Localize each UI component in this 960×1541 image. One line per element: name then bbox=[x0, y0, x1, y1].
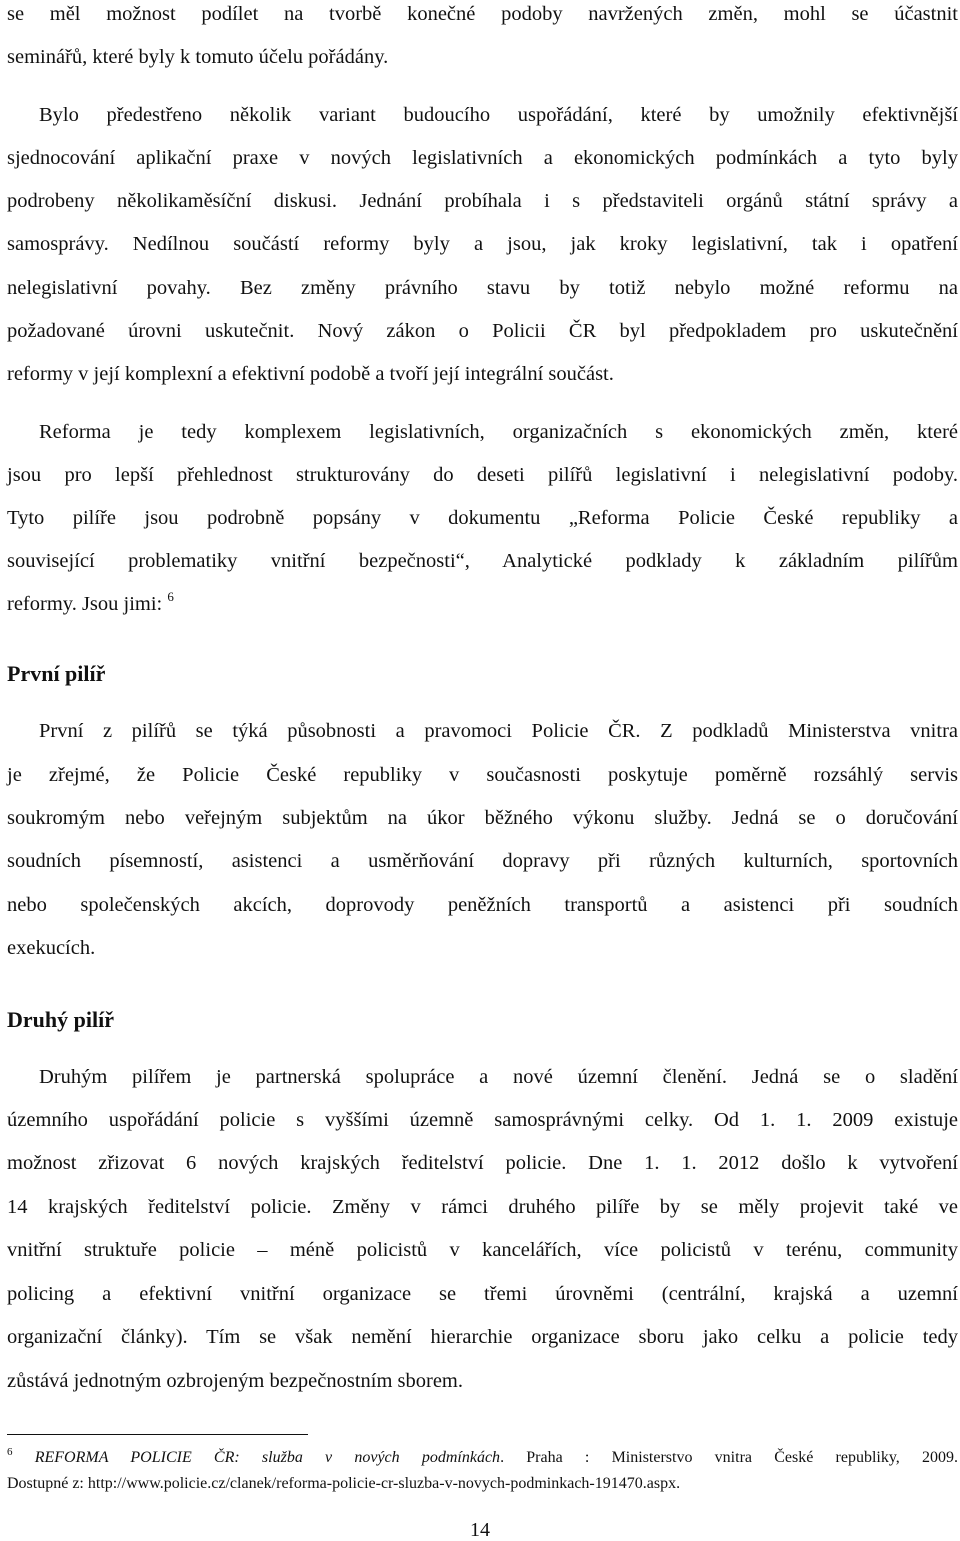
paragraph-line: soukromým nebo veřejným subjektům na úkor běžného výkonu služby. Jedná se o doručování bbox=[7, 807, 958, 829]
paragraph-line: sjednocování aplikační praxe v nových legislativních a ekonomických podmínkách a tyto byly bbox=[7, 147, 958, 169]
paragraph-line: soudních písemností, asistenci a usměrňování dopravy při různých kulturních, sportovních bbox=[7, 850, 958, 872]
paragraph-line: zůstává jednotným ozbrojeným bezpečnostním sborem. bbox=[7, 1370, 464, 1392]
paragraph-line: exekucích. bbox=[7, 937, 96, 959]
paragraph-line: Tyto pilíře jsou podrobně popsány v dokumentu „Reforma Policie České republiky a bbox=[7, 507, 958, 529]
paragraph-line: Bylo předestřeno několik variant budoucího uspořádání, které by umožnily efektivnější bbox=[39, 104, 958, 126]
paragraph-line: nelegislativní povahy. Bez změny právního stavu by totiž nebylo možné reformu na bbox=[7, 277, 958, 299]
footnote-title: REFORMA POLICIE ČR: služba v nových podmínkách bbox=[34, 1449, 501, 1466]
paragraph-line: organizační články). Tím se však nemění hierarchie organizace sboru jako celku a policie tedy bbox=[7, 1326, 958, 1348]
footnote-link-line[interactable]: Dostupné z: http://www.policie.cz/clanek/reforma-policie-cr-sluzba-v-novych-podminkach-191470.aspx. bbox=[7, 1475, 681, 1492]
footnote-reference[interactable]: 6 bbox=[167, 589, 174, 604]
paragraph-line: možnost zřizovat 6 nových krajských ředitelství policie. Dne 1. 1. 2012 došlo k vytvoření bbox=[7, 1152, 958, 1174]
paragraph-line bbox=[7, 589, 958, 615]
footnote-number: 6 bbox=[7, 1446, 13, 1458]
paragraph-line: Druhým pilířem je partnerská spolupráce a nové územní členění. Jedná se o sladění bbox=[39, 1066, 958, 1088]
paragraph-line: územního uspořádání policie s vyššími územně samosprávnými celky. Od 1. 1. 2009 existuje bbox=[7, 1109, 958, 1131]
section-heading-first-pillar: První pilíř bbox=[7, 661, 106, 686]
section-heading-second-pillar: Druhý pilíř bbox=[7, 1007, 114, 1032]
intro-line: se měl možnost podílet na tvorbě konečné podoby navržených změn, mohl se účastnit bbox=[7, 3, 958, 25]
page-number: 14 bbox=[470, 1519, 490, 1541]
paragraph-line: První z pilířů se týká působnosti a pravomoci Policie ČR. Z podkladů Ministerstva vnitra bbox=[39, 720, 958, 742]
paragraph-line: nebo společenských akcích, doprovody peněžních transportů a asistenci při soudních bbox=[7, 894, 958, 916]
paragraph-line: reformy v její komplexní a efektivní podobě a tvoří její integrální součást. bbox=[7, 363, 614, 385]
paragraph-line: požadované úrovni uskutečnit. Nový zákon o Policii ČR byl předpokladem pro uskutečnění bbox=[7, 320, 958, 342]
footnote-separator bbox=[7, 1434, 308, 1435]
paragraph-line: samosprávy. Nedílnou součástí reformy byly a jsou, jak kroky legislativní, tak i opatření bbox=[7, 233, 958, 255]
footnote-line bbox=[7, 1446, 959, 1466]
paragraph-line: jsou pro lepší přehlednost strukturovány do deseti pilířů legislativní i nelegislativní podoby. bbox=[7, 464, 958, 486]
paragraph-line: 14 krajských ředitelství policie. Změny v rámci druhého pilíře by se měly projevit také ve bbox=[7, 1196, 958, 1218]
paragraph-line: podrobeny několikaměsíční diskusi. Jednání probíhala i s představiteli orgánů státní správy a bbox=[7, 190, 958, 212]
paragraph-line: policing a efektivní vnitřní organizace se třemi úrovněmi (centrální, krajská a uzemní bbox=[7, 1283, 958, 1305]
paragraph-line: Reforma je tedy komplexem legislativních, organizačních s ekonomických změn, které bbox=[39, 421, 958, 443]
paragraph-line: vnitřní struktuře policie – méně policistů v kancelářích, více policistů v terénu, community bbox=[7, 1239, 958, 1261]
paragraph-line: související problematiky vnitřní bezpečnosti“, Analytické podklady k základním pilířům bbox=[7, 550, 958, 572]
footnote-text: . Praha : Ministerstvo vnitra České republiky, 2009. bbox=[500, 1449, 959, 1466]
paragraph-line: je zřejmé, že Policie České republiky v současnosti poskytuje poměrně rozsáhlý servis bbox=[7, 764, 958, 786]
intro-line: seminářů, které byly k tomuto účelu pořádány. bbox=[7, 46, 389, 68]
paragraph-text: reformy. Jsou jimi: bbox=[7, 593, 163, 615]
